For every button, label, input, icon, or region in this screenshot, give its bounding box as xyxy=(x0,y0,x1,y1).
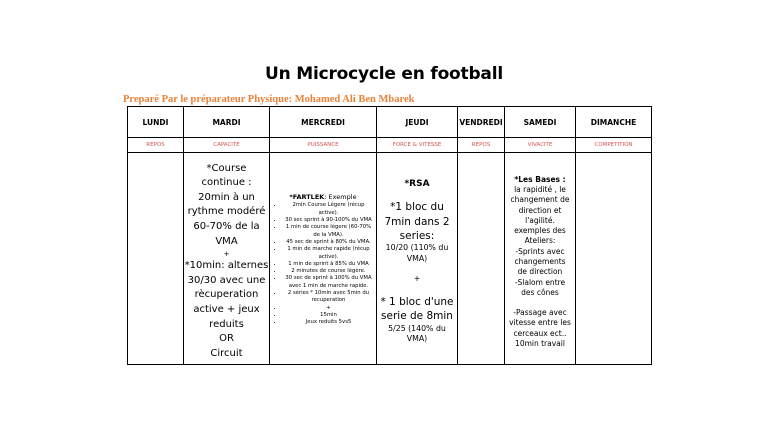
day-header-mercredi: MERCREDI xyxy=(270,107,377,138)
jeudi-line: 10/20 (110% du xyxy=(385,243,449,253)
intensity-samedi: VIVACITE xyxy=(505,138,576,153)
session-mardi xyxy=(184,153,270,365)
jeudi-plus: + xyxy=(413,274,421,284)
intensity-lundi: REPOS xyxy=(128,138,184,153)
samedi-line: cerceaux ect.. xyxy=(513,328,567,338)
spacer xyxy=(377,190,457,200)
jeudi-line: series: xyxy=(399,230,435,243)
list-item: • 1 min de course légere (60-70% de la VMA). xyxy=(283,224,374,239)
mardi-line: 20min à un xyxy=(198,191,255,203)
mardi-line: 30/30 avec une xyxy=(187,274,266,286)
mardi-line: OR xyxy=(219,333,234,345)
samedi-line: de direction xyxy=(517,267,563,277)
session-samedi xyxy=(505,153,576,365)
intensity-mardi: CAPACITE xyxy=(184,138,270,153)
session-lundi xyxy=(128,153,184,365)
samedi-line: l'agilité. xyxy=(525,215,555,225)
session-row xyxy=(128,153,652,365)
spacer xyxy=(377,285,457,295)
list-item: • 30 sec de sprint à 100% du VMA avec 1 min de marche rapide. xyxy=(283,275,374,290)
mardi-plus: + xyxy=(223,250,230,259)
rsa-heading: *RSA xyxy=(404,179,430,190)
author-subtitle: Preparé Par le préparateur Physique: Mohamed Ali Ben Mbarek xyxy=(123,94,415,105)
page-title: Un Microcycle en football xyxy=(265,64,503,84)
day-header-lundi: LUNDI xyxy=(128,107,184,138)
samedi-line: -Sprints avec xyxy=(515,246,565,256)
mardi-line: active + jeux xyxy=(193,303,260,315)
intensity-dimanche: COMPETITION xyxy=(576,138,652,153)
samedi-line: exemples des xyxy=(514,226,566,236)
mardi-line: VMA xyxy=(215,235,238,247)
intensity-row xyxy=(128,138,652,153)
list-item: • 1 min de sprint à 85% du VMA xyxy=(283,261,374,268)
day-header-dimanche: DIMANCHE xyxy=(576,107,652,138)
mardi-line: rècuperation xyxy=(194,289,259,301)
spacer xyxy=(505,298,575,308)
jeudi-line: 7min dans 2 xyxy=(384,215,450,228)
fartlek-list xyxy=(272,202,374,326)
jeudi-line: VMA) xyxy=(406,334,428,344)
list-item: • 2 séries * 10min avec 5min du recuperation xyxy=(283,290,374,305)
samedi-line: direction et xyxy=(518,205,562,215)
samedi-line: changements xyxy=(514,257,566,266)
day-header-row xyxy=(128,107,652,138)
samedi-line: des cônes xyxy=(521,287,559,297)
list-item: • + xyxy=(283,305,374,312)
mardi-line: rythme modéré xyxy=(187,206,266,218)
microcycle-table xyxy=(127,106,652,365)
jeudi-line: serie de 8min xyxy=(381,310,453,323)
list-item: • 30 sec sprint à 90-100% du VMA xyxy=(283,217,374,224)
mardi-line: Circuit xyxy=(210,347,243,359)
day-header-mardi: MARDI xyxy=(184,107,270,138)
samedi-line: la rapidité , le xyxy=(514,184,566,194)
fartlek-heading: *FARTLEK: Exemple xyxy=(289,193,357,202)
mardi-line: 60-70% de la xyxy=(193,221,260,233)
day-header-samedi: SAMEDI xyxy=(505,107,576,138)
mardi-line: reduits xyxy=(209,318,244,330)
list-item: • 2min Course Légere (récup active). xyxy=(283,202,374,217)
list-item: • Jeux reduits 5vs5 xyxy=(283,319,374,326)
mardi-line: *10min: alternes xyxy=(184,260,269,272)
samedi-line: vitesse entre les xyxy=(509,318,571,328)
jeudi-line: VMA) xyxy=(406,253,428,263)
intensity-vendredi: REPOS xyxy=(458,138,505,153)
mardi-line: *Course xyxy=(206,162,247,174)
samedi-line: -Slalom entre xyxy=(514,277,566,287)
session-mercredi xyxy=(270,153,377,365)
bases-heading: *Les Bases : xyxy=(514,174,566,184)
list-item: • 45 sec de sprint à 80% du VMA. xyxy=(283,239,374,246)
mardi-line: continue : xyxy=(201,177,252,189)
intensity-jeudi: FORCE & VITESSE xyxy=(377,138,458,153)
samedi-line: 10min travail xyxy=(515,339,565,349)
list-item: • 2 minutes de course légère. xyxy=(283,268,374,275)
jeudi-line: *1 bloc du xyxy=(390,201,444,214)
session-dimanche xyxy=(576,153,652,365)
list-item: • 15min xyxy=(283,312,374,319)
day-header-jeudi: JEUDI xyxy=(377,107,458,138)
session-jeudi xyxy=(377,153,458,365)
session-vendredi xyxy=(458,153,505,365)
samedi-line: changement de xyxy=(510,195,570,205)
spacer xyxy=(377,264,457,274)
intensity-mercredi: PUISSANCE xyxy=(270,138,377,153)
day-header-vendredi: VENDREDI xyxy=(458,107,505,138)
jeudi-line: * 1 bloc d'une xyxy=(380,295,454,308)
samedi-line: Ateliers: xyxy=(524,236,556,246)
list-item: • 1 min de marche rapide (récup active). xyxy=(283,246,374,261)
jeudi-line: 5/25 (140% du xyxy=(388,323,446,333)
samedi-line: -Passage avec xyxy=(513,308,567,318)
